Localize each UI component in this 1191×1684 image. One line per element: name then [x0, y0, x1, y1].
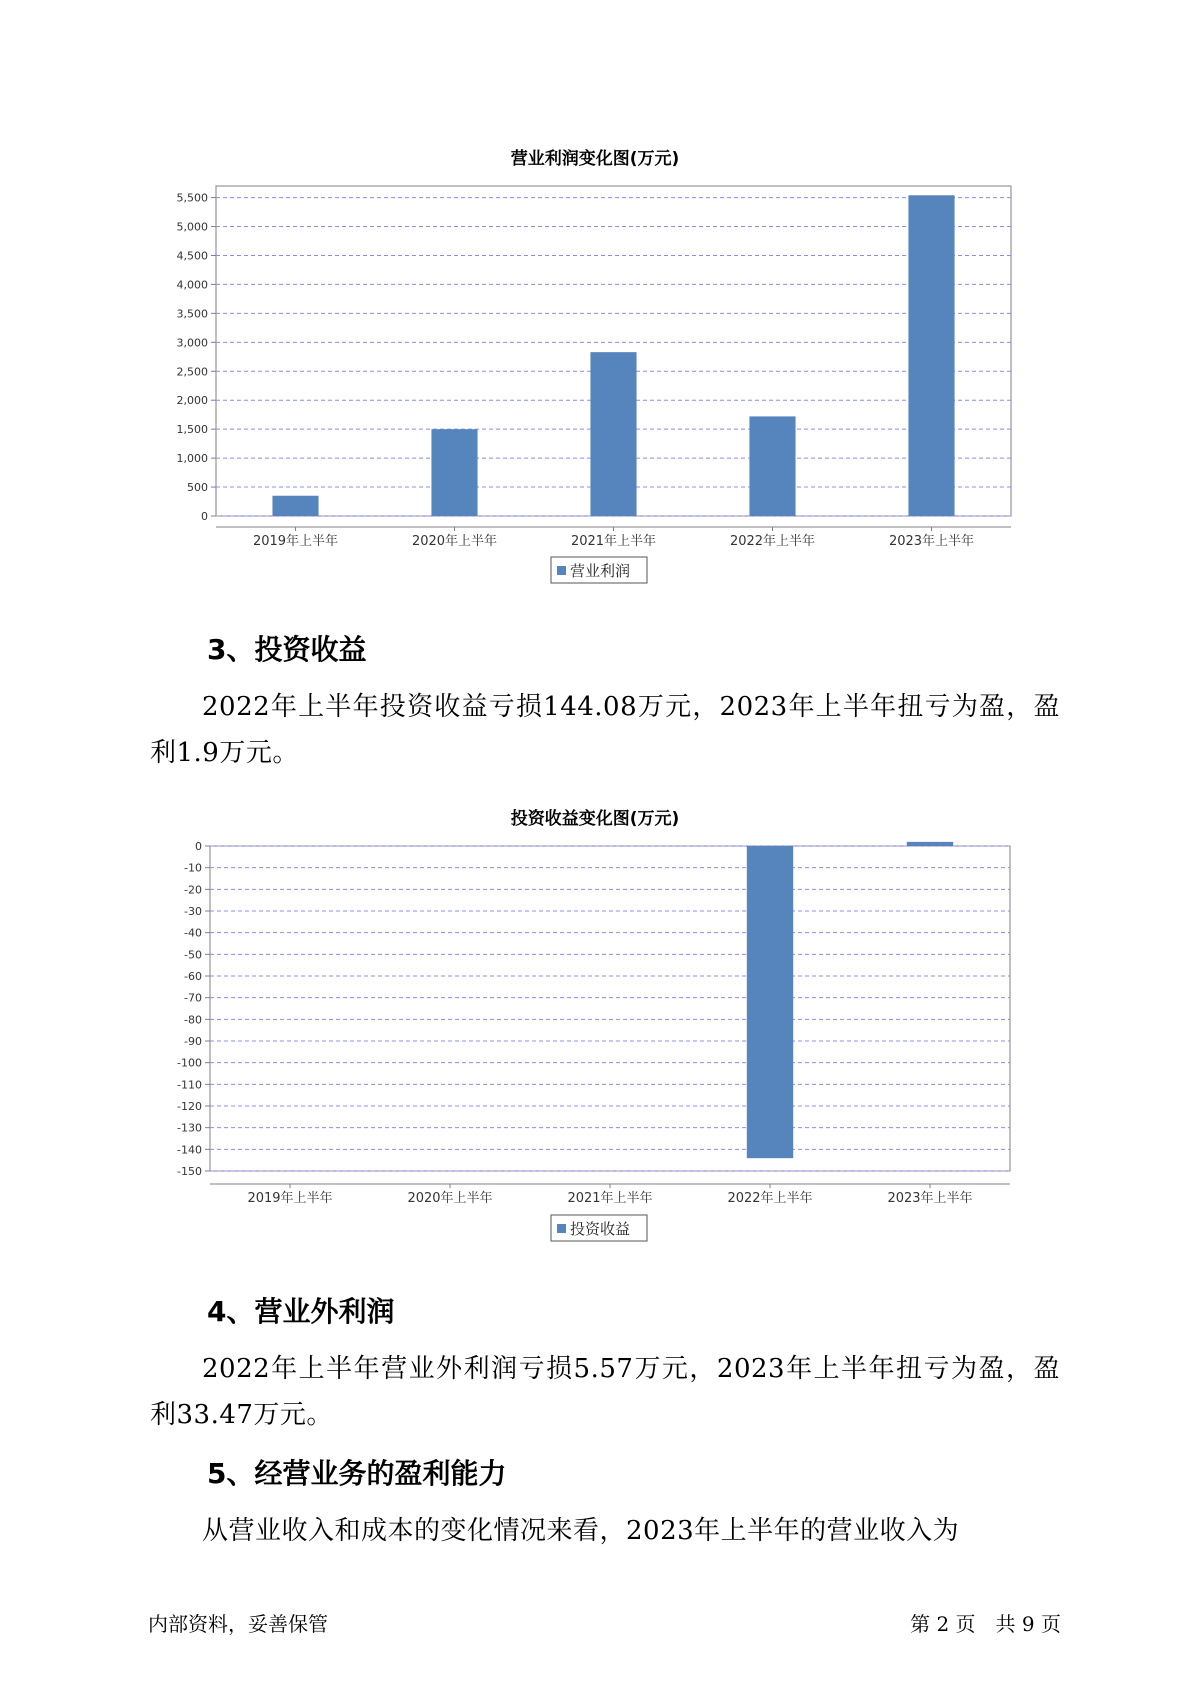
chart1-ytick-label: 3,500 [176, 307, 208, 321]
chart1-ytick-label: 4,500 [176, 249, 208, 263]
section4-paragraph: 2022年上半年营业外利润亏损5.57万元，2023年上半年扭亏为盈，盈利33.47万元。 [150, 1354, 1060, 1430]
chart1-bar [272, 496, 318, 516]
chart2-ytick-label: -10 [184, 861, 202, 875]
chart1-ytick-label: 2,500 [176, 365, 208, 379]
chart2-ytick-label: 0 [195, 840, 202, 853]
footer-page-number: 第 2 页 共 9 页 [910, 1612, 1061, 1636]
chart1-xtick-label: 2022年上半年 [729, 534, 816, 549]
chart2-ytick-label: -20 [184, 883, 202, 897]
chart2-xtick-label: 2023年上半年 [887, 1191, 973, 1206]
chart2-ytick-label: -50 [184, 948, 202, 962]
chart1-ytick-label: 3,000 [176, 336, 208, 350]
chart1-ytick-label: 1,000 [176, 452, 208, 466]
chart2-ytick-label: -150 [177, 1165, 202, 1178]
chart1-ytick-label: 5,000 [176, 220, 208, 234]
chart1-legend-label: 营业利润 [570, 562, 631, 580]
chart2-ytick-label: -140 [177, 1143, 202, 1157]
section3-paragraph: 2022年上半年投资收益亏损144.08万元，2023年上半年扭亏为盈，盈利1.9万元。 [150, 692, 1060, 768]
chart1-ytick-label: 1,500 [176, 423, 208, 437]
section5-paragraph: 从营业收入和成本的变化情况来看，2023年上半年的营业收入为 [202, 1516, 960, 1546]
chart2-plot-frame [210, 846, 1010, 1171]
chart2-bar [747, 846, 793, 1158]
chart1-xtick-label: 2021年上半年 [570, 534, 657, 549]
chart2-xtick-label: 2022年上半年 [727, 1191, 813, 1206]
chart1-legend-swatch [557, 566, 566, 575]
chart2-legend-swatch [557, 1224, 566, 1233]
chart1-bar [749, 416, 795, 516]
chart1-ytick-label: 5,500 [176, 191, 208, 205]
chart1-xtick-label: 2019年上半年 [252, 534, 339, 549]
chart1-ytick-label: 2,000 [176, 394, 208, 408]
chart1-ytick-label: 0 [201, 510, 208, 523]
section3-heading: 3、投资收益 [207, 633, 367, 666]
chart2-legend-label: 投资收益 [570, 1220, 631, 1238]
chart2-xtick-label: 2020年上半年 [407, 1191, 493, 1206]
chart2-xtick-label: 2021年上半年 [567, 1191, 653, 1206]
chart2-xtick-label: 2019年上半年 [247, 1191, 333, 1206]
chart2-ytick-label: -80 [184, 1013, 202, 1027]
chart2-ytick-label: -30 [184, 905, 202, 918]
chart2-ytick-label: -70 [184, 991, 202, 1005]
chart2-ytick-label: -90 [184, 1035, 202, 1048]
chart1-ytick-label: 4,000 [176, 278, 208, 292]
chart1-title: 营业利润变化图(万元) [510, 149, 680, 169]
chart2-ytick-label: -60 [184, 970, 202, 983]
chart2-ytick-label: -130 [177, 1121, 202, 1135]
chart1-bar [908, 195, 954, 516]
chart2-ytick-label: -40 [184, 926, 202, 940]
section4-heading: 4、营业外利润 [207, 1295, 395, 1328]
chart2-ytick-label: -110 [177, 1078, 202, 1092]
chart1-xtick-label: 2020年上半年 [411, 534, 498, 549]
chart1-ytick-label: 500 [187, 481, 208, 495]
chart1-bar [590, 352, 636, 516]
footer-left: 内部资料，妥善保管 [148, 1612, 328, 1636]
chart2-bar [907, 842, 953, 846]
chart2-ytick-label: -100 [177, 1056, 202, 1070]
chart2-ytick-label: -120 [177, 1100, 202, 1113]
chart1-bar [431, 429, 477, 516]
chart2-title: 投资收益变化图(万元) [510, 809, 680, 829]
section5-heading: 5、经营业务的盈利能力 [207, 1457, 507, 1490]
chart1-xtick-label: 2023年上半年 [888, 534, 975, 549]
